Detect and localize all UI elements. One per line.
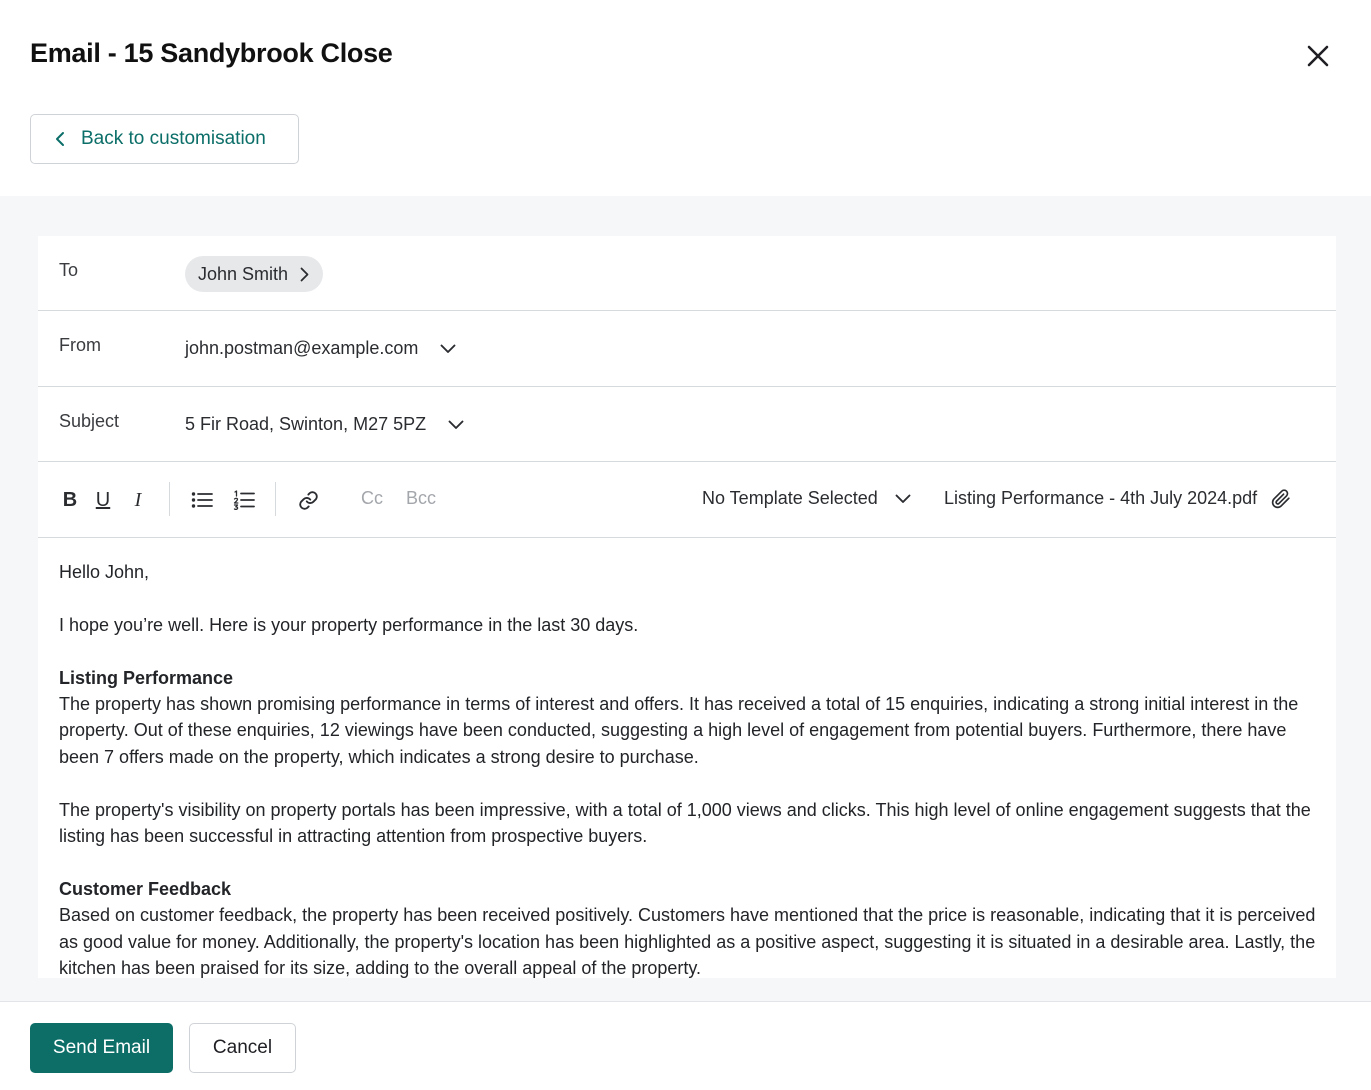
close-icon [1307,45,1329,67]
chevron-right-icon [300,267,309,282]
chevron-down-icon [895,494,911,504]
editor-toolbar [38,462,1336,538]
visibility-paragraph: The property's visibility on property portals has been impressive, with a total of 1,000 views and clicks. This high level of online engagement suggests that the listing has been successful in attracting attention from prospective buyers. [59,799,1311,847]
subject-value: 5 Fir Road, Swinton, M27 5PZ [185,414,427,434]
recipient-chip[interactable] [185,256,323,292]
email-body[interactable] [59,559,1321,978]
cancel-button[interactable]: Cancel [189,1023,296,1073]
chevron-left-icon [55,131,65,147]
modal-title: Email - 15 Sandybrook Close [30,38,393,68]
from-label: From [59,335,101,355]
section-heading-listing-performance: Listing Performance [59,667,234,688]
greeting-text: Hello John, [59,562,150,582]
cc-button[interactable]: Cc [361,488,383,508]
bulleted-list-icon [191,491,213,509]
to-label: To [59,260,79,280]
from-value: john.postman@example.com [185,338,419,358]
section-heading-customer-feedback: Customer Feedback [59,878,232,899]
paperclip-icon [1271,489,1291,509]
back-to-customisation-button[interactable] [30,114,299,164]
subject-select[interactable] [185,414,464,435]
bold-button[interactable]: B [62,488,78,511]
insert-link-button[interactable] [297,488,319,512]
customer-feedback-paragraph: Based on customer feedback, the property has been received positively. Customers have mentioned that the price is reasonable, indicating that it is perceived as good value for money. Additionally, the property's location has been highlighted as a positive aspect, suggesting it is situated in a desirable area. Lastly, the kitchen has been praised for its size, adding to the overall appeal of the property. [59,905,1316,978]
bcc-button[interactable]: Bcc [406,488,437,508]
modal-header [0,0,1371,196]
template-value: No Template Selected [702,488,878,508]
attachment-filename: Listing Performance - 4th July 2024.pdf [944,488,1258,508]
chevron-down-icon [448,420,464,430]
numbered-list-button[interactable] [232,488,256,512]
chevron-down-icon [440,344,456,354]
italic-button[interactable]: I [134,488,142,511]
from-select[interactable] [185,338,456,359]
subject-label: Subject [59,411,120,431]
to-row [38,236,1336,311]
listing-performance-paragraph: The property has shown promising performance in terms of interest and offers. It has received a total of 15 enquiries, indicating a strong initial interest in the property. Out of these enquiries, 12 viewings have been conducted, suggesting a high level of engagement from potential buyers. Furthermore, there have been 7 offers made on the property, which indicates a strong desire to purchase. [59,694,1299,767]
recipient-name: John Smith [198,263,289,284]
toolbar-divider [275,482,276,516]
toolbar-divider [169,482,170,516]
intro-text: I hope you’re well. Here is your property performance in the last 30 days. [59,614,639,635]
email-composer [38,236,1336,978]
subject-row [38,387,1336,462]
close-button[interactable] [1300,38,1336,74]
send-email-button[interactable]: Send Email [30,1023,173,1073]
back-button-label: Back to customisation [81,128,266,149]
content-area [0,196,1371,1001]
numbered-list-icon [233,490,255,510]
from-row [38,311,1336,387]
bulleted-list-button[interactable] [190,488,214,512]
link-icon [298,490,319,511]
template-select[interactable] [702,488,911,509]
modal-footer [0,1001,1371,1090]
underline-button[interactable]: U [95,488,111,511]
attachment-item[interactable] [944,488,1291,509]
